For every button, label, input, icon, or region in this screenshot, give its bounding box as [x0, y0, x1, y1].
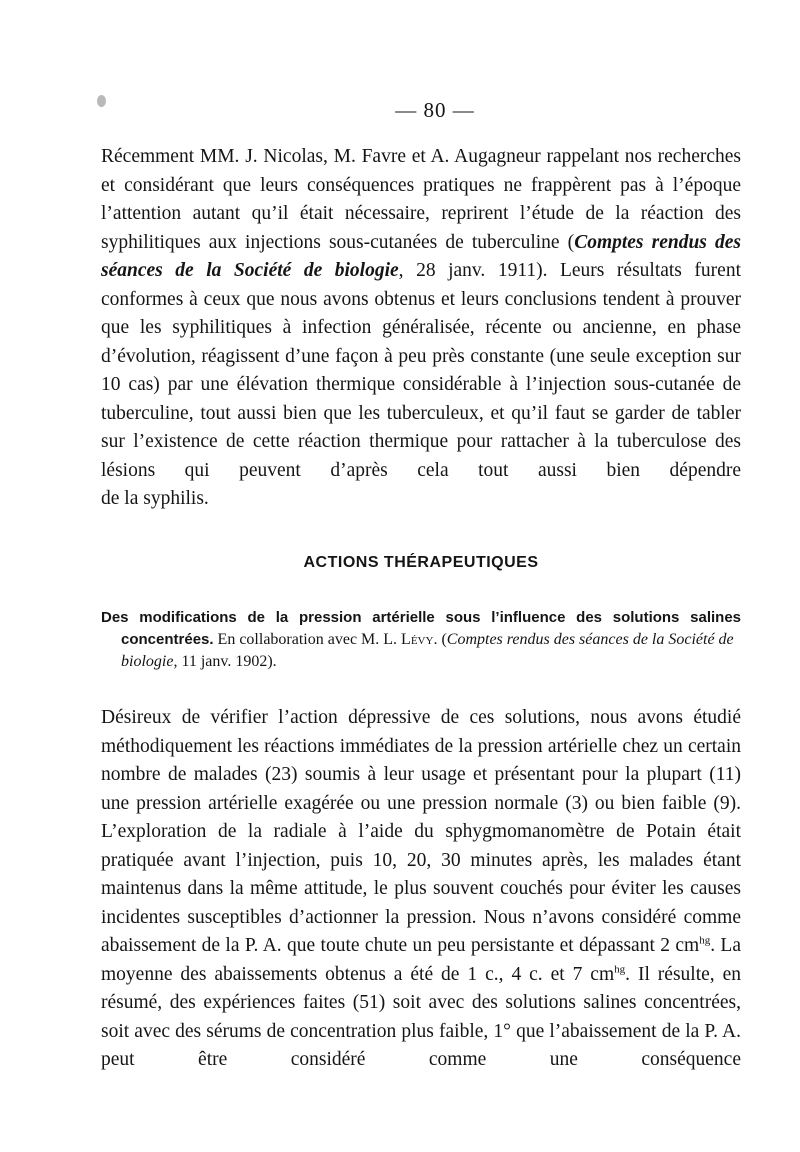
entry-collaboration: En collaboration avec M. L. — [213, 631, 402, 648]
entry-title: Des modifications de la pression artérielle sous l’influence des solutions salines — [101, 609, 741, 626]
paragraph-text: , 28 janv. 1911). Leurs résultats furent conformes à ceux que nous avons obtenus et leurs conclusions tendent à prouver que les syphilitiques à infection généralisée, récente ou ancienne, en phase d’évolution, réagissent d’une façon à peu près constante (une seule exception sur 10 cas) par une élévation thermique considérable à l’injection sous-cutanée de tuberculine, tout aussi bien que les tuberculeux, et qu’il faut se garder de tabler sur l’existence de cette réaction thermique pour rattacher à la tuberculose des lésions qui peuvent d’après cela tout aussi bien dépendre — [101, 260, 741, 481]
entry-title-end: concentrées. — [121, 631, 214, 648]
citation-comptes-rendus: Comptes rendus des séances de la Société de biologie — [101, 231, 741, 281]
paragraph-augagneur — [101, 143, 741, 514]
entry-continuation — [101, 629, 741, 673]
section-title: ACTIONS THÉRAPEUTIQUES — [303, 554, 539, 571]
entry-date: , 11 janv. 1902). — [173, 653, 277, 670]
paragraph-last-line: de la syphilis. — [101, 488, 209, 509]
bibliography-entry — [101, 607, 741, 673]
unit-superscript: hg — [699, 934, 711, 947]
entry-paren: . ( — [433, 631, 447, 648]
unit-superscript: hg — [614, 963, 626, 975]
page-number: — 80 — — [395, 98, 475, 122]
paragraph-text: . La moyenne des abaissements obtenus a été de 1 c., 4 c. et 7 cm — [101, 935, 741, 985]
paragraph-text: Récemment MM. J. Nicolas, M. Favre et A. Augagneur rappelant nos recherches et considérant que leurs conséquences pratiques ne frappèrent pas à l’époque l’attention autant qu’il était nécessaire, reprirent l’étude de la réaction des syphilitiques aux injections sous-cutanées de tuberculine ( — [101, 146, 741, 253]
entry-citation: Comptes rendus des séances de la Société de biologie — [121, 631, 734, 670]
paragraph-text: Désireux de vérifier l’action dépressive de ces solutions, nous avons étudié méthodiquement les réactions immédiates de la pression artérielle chez un certain nombre de malades (23) soumis à leur usage et présentant pour la plupart (11) une pression artérielle exagérée ou une pression normale (3) ou bien faible (9). L’exploration de la radiale à l’aide du sphygmomanomètre de Potain était pratiquée avant l’injection, puis 10, 20, 30 minutes après, les malades étant maintenus dans la même attitude, le plus souvent couchés pour éviter les causes incidentes susceptibles d’actionner la pression. Nous n’avons considéré comme abaissement de la P. A. que toute chute un peu persistante et dépassant 2 cm — [101, 707, 741, 956]
entry-author: Lévy — [401, 631, 434, 648]
paragraph-pression — [101, 704, 741, 1075]
paragraph-text: . Il résulte, en résumé, des expériences faites (51) soit avec des solutions salines concentrées, soit avec des sérums de concentration plus faible, 1° que l’abaissement de la P. A. peut être considéré comme une conséquence — [101, 963, 742, 1070]
